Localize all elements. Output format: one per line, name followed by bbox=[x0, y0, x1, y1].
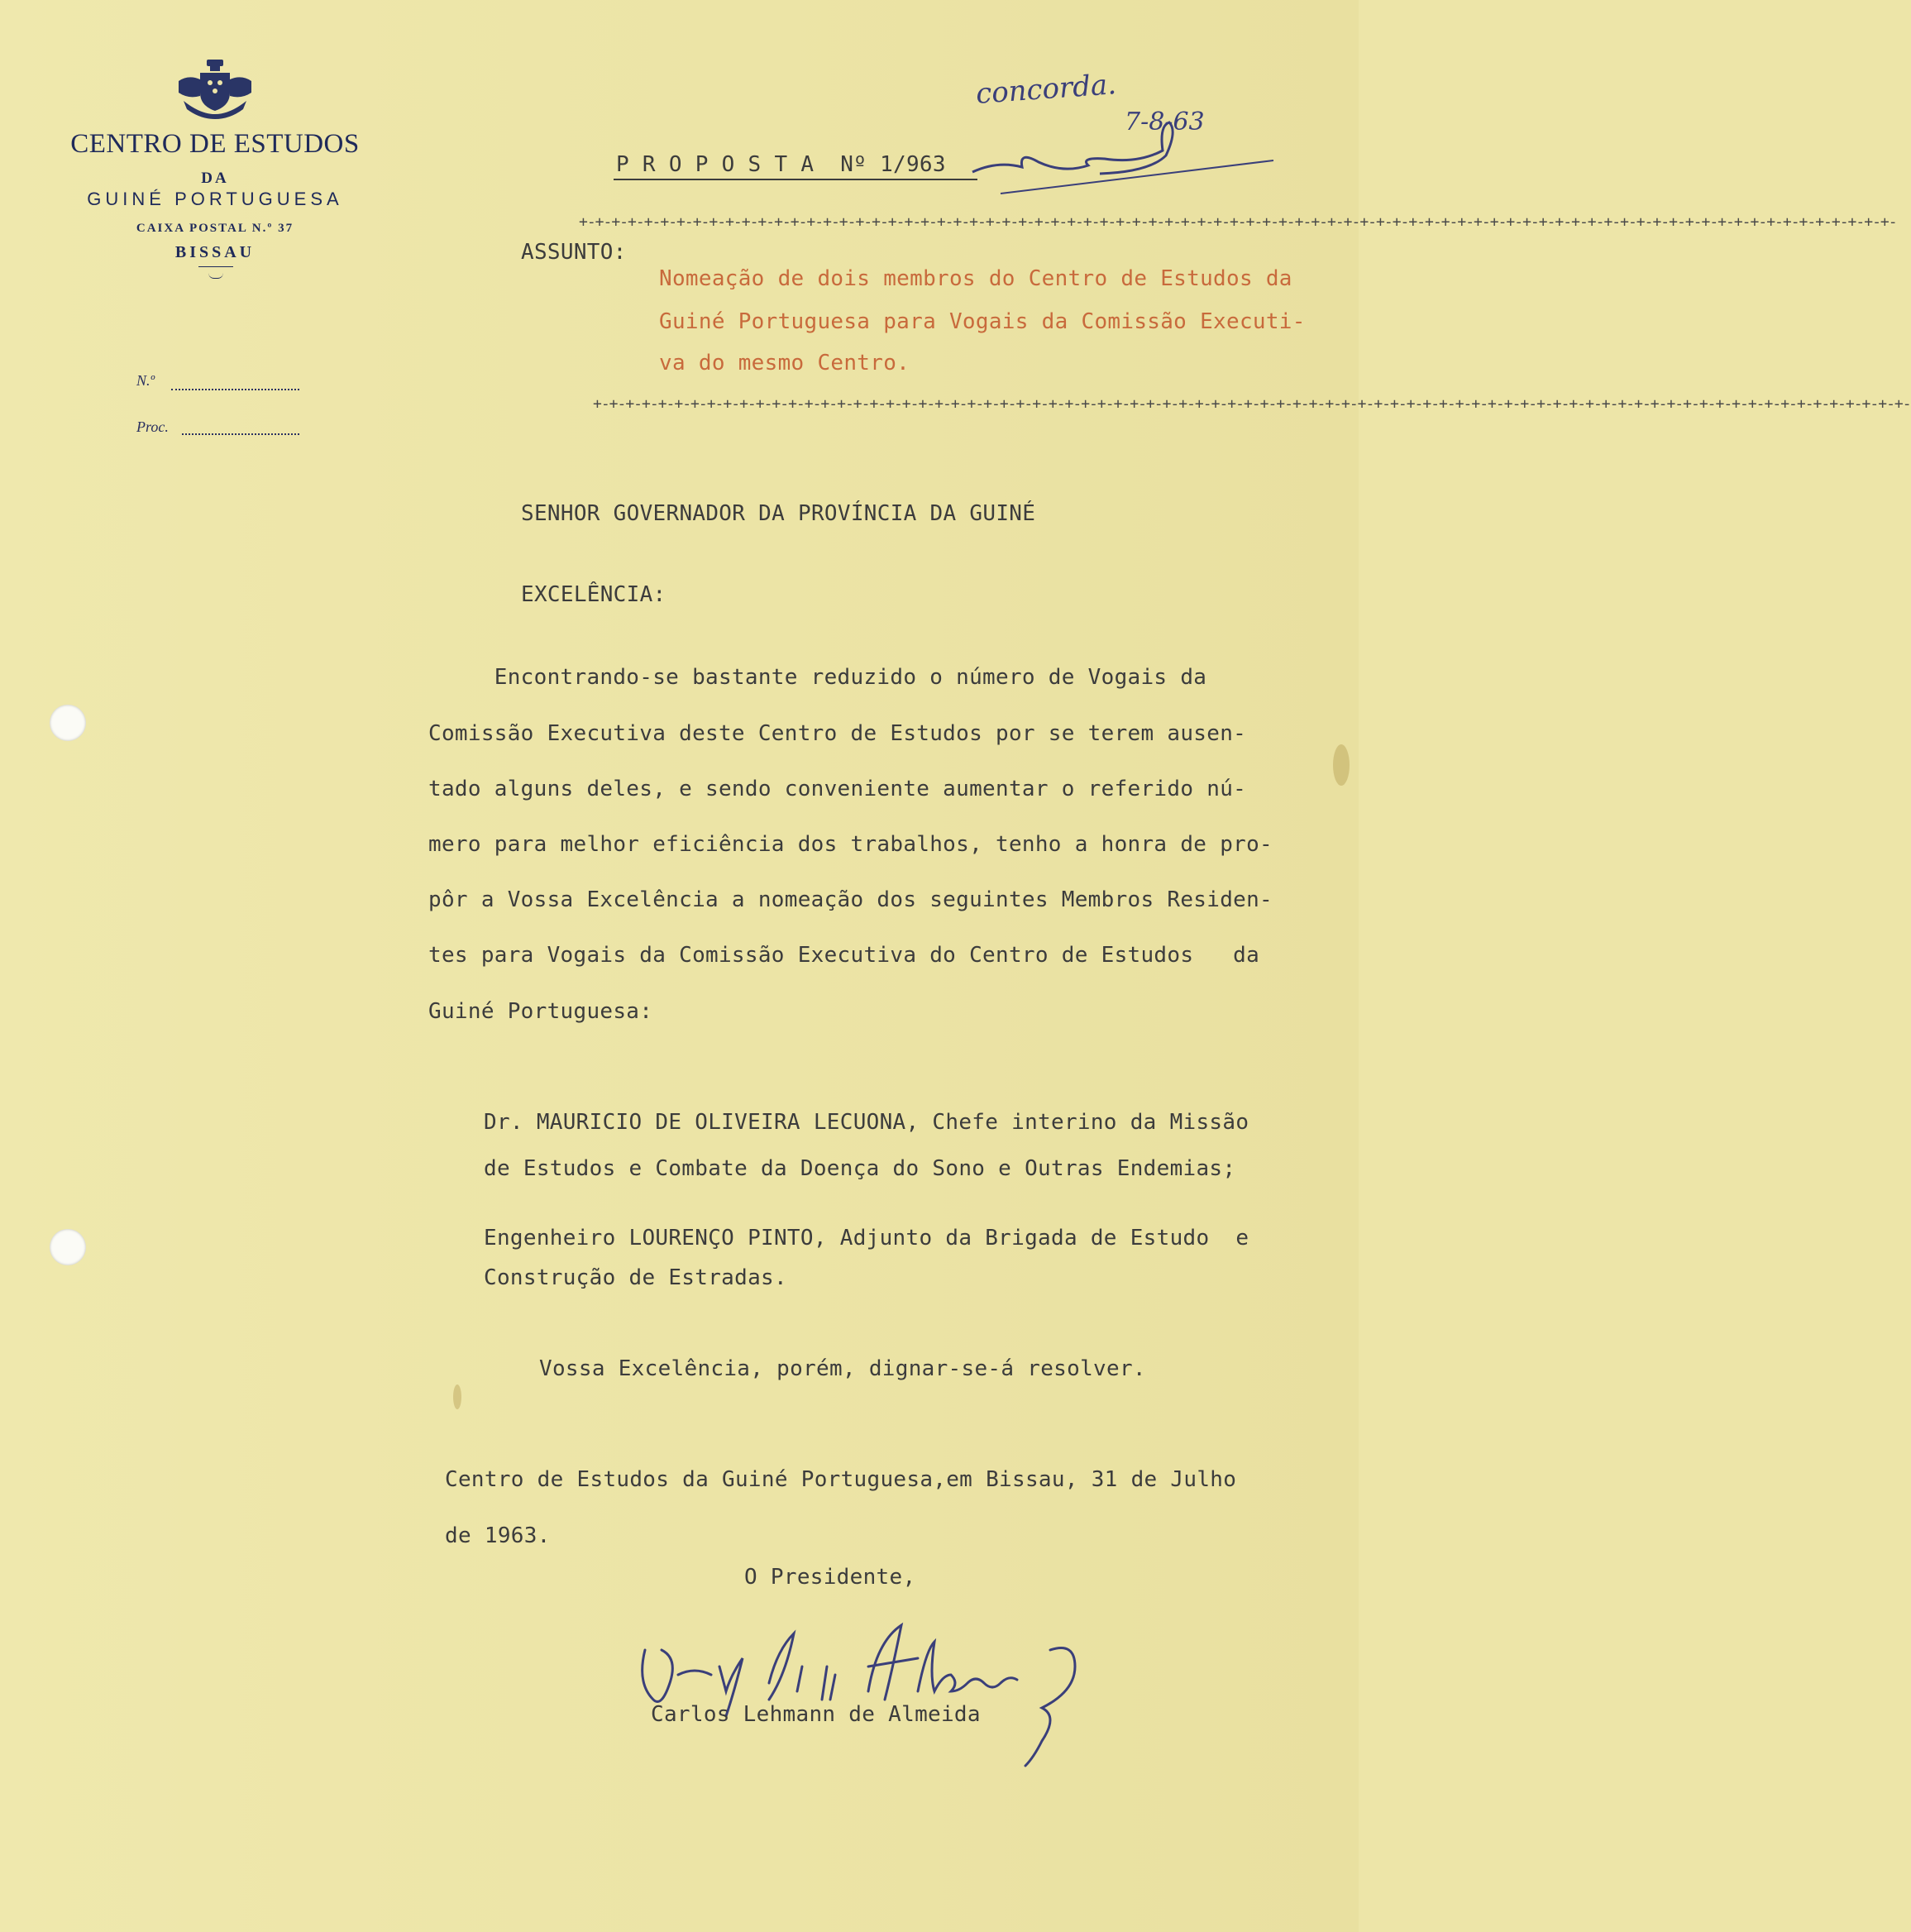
paragraph-line: tado alguns deles, e sendo conveniente aumentar o referido nú- bbox=[428, 777, 1247, 801]
president-signature bbox=[628, 1617, 1125, 1766]
assunto-line: va do mesmo Centro. bbox=[659, 351, 910, 375]
punch-hole bbox=[50, 705, 86, 741]
assunto-label: ASSUNTO: bbox=[521, 240, 627, 265]
paper-stain bbox=[1333, 744, 1350, 786]
salutation: EXCELÊNCIA: bbox=[521, 582, 666, 607]
nominee-line: Engenheiro LOURENÇO PINTO, Adjunto da Brigada de Estudo e bbox=[484, 1226, 1249, 1251]
signoff: O Presidente, bbox=[744, 1565, 916, 1590]
proc-label: Proc. bbox=[136, 418, 169, 435]
place-date-line: Centro de Estudos da Guiné Portuguesa,em Bissau, 31 de Julho bbox=[445, 1467, 1237, 1492]
nominee-line: Construção de Estradas. bbox=[484, 1265, 787, 1290]
nominee-line: Dr. MAURICIO DE OLIVEIRA LECUONA, Chefe interino da Missão bbox=[484, 1110, 1249, 1135]
proposta-underline bbox=[614, 179, 977, 180]
handwritten-date: 7-8-63 bbox=[1125, 108, 1205, 136]
letterhead-da: DA bbox=[201, 170, 229, 187]
letterhead-divider bbox=[198, 266, 233, 267]
number-field[interactable] bbox=[171, 389, 299, 390]
nominee-line: de Estudos e Combate da Doença do Sono e Outras Endemias; bbox=[484, 1156, 1236, 1181]
dash-separator-top: +-+-+-+-+-+-+-+-+-+-+-+-+-+-+-+-+-+-+-+-+-+-+-+-+-+-+-+-+-+-+-+-+-+-+-+-+-+-+-+-+-+-+-+-+-+-+-+-+-+-+-+-+-+-+-+-+-+-+-+-+-+-+-+-+-+-+-+-+-+-+-+-+-+-+-+-+-+-+-+-+- bbox=[579, 213, 1897, 231]
letterhead-title: CENTRO DE ESTUDOS bbox=[70, 129, 360, 159]
signatory-name: Carlos Lehmann de Almeida bbox=[651, 1702, 981, 1727]
letterhead-caixa-postal: CAIXA POSTAL N.º 37 bbox=[136, 222, 294, 235]
closing-line: Vossa Excelência, porém, dignar-se-á resolver. bbox=[539, 1356, 1146, 1381]
number-label: N.º bbox=[136, 372, 155, 389]
assunto-line: Guiné Portuguesa para Vogais da Comissão Executi- bbox=[659, 309, 1306, 334]
letterhead-guine: GUINÉ PORTUGUESA bbox=[87, 189, 343, 209]
paragraph-line: Comissão Executiva deste Centro de Estudos por se terem ausen- bbox=[428, 721, 1247, 746]
paragraph-line: Encontrando-se bastante reduzido o número de Vogais da bbox=[428, 665, 1207, 690]
proc-field[interactable] bbox=[182, 433, 299, 435]
place-date-line: de 1963. bbox=[445, 1523, 551, 1548]
paper-stain bbox=[453, 1384, 461, 1409]
assunto-line: Nomeação de dois membros do Centro de Estudos da bbox=[659, 266, 1292, 291]
initials-scribble bbox=[967, 124, 1282, 207]
punch-hole bbox=[50, 1229, 86, 1265]
paragraph-line: pôr a Vossa Excelência a nomeação dos seguintes Membros Residen- bbox=[428, 887, 1273, 912]
proposta-heading: P R O P O S T A Nº 1/963 bbox=[616, 152, 946, 177]
paragraph-line: tes para Vogais da Comissão Executiva do Centro de Estudos da bbox=[428, 943, 1260, 968]
paragraph-line: mero para melhor eficiência dos trabalhos, tenho a honra de pro- bbox=[428, 832, 1273, 857]
handwritten-note: concorda. bbox=[974, 68, 1118, 111]
coat-of-arms-icon bbox=[175, 58, 255, 122]
paragraph-line: Guiné Portuguesa: bbox=[428, 999, 653, 1024]
dash-separator-bottom: +-+-+-+-+-+-+-+-+-+-+-+-+-+-+-+-+-+-+-+-+-+-+-+-+-+-+-+-+-+-+-+-+-+-+-+-+-+-+-+-+-+-+-+-+-+-+-+-+-+-+-+-+-+-+-+-+-+-+-+-+-+-+-+-+-+-+-+-+-+-+-+-+-+-+-+-+-+-+-+-+- bbox=[593, 395, 1911, 413]
addressee: SENHOR GOVERNADOR DA PROVÍNCIA DA GUINÉ bbox=[521, 501, 1036, 526]
letterhead-bissau: BISSAU bbox=[174, 243, 256, 261]
